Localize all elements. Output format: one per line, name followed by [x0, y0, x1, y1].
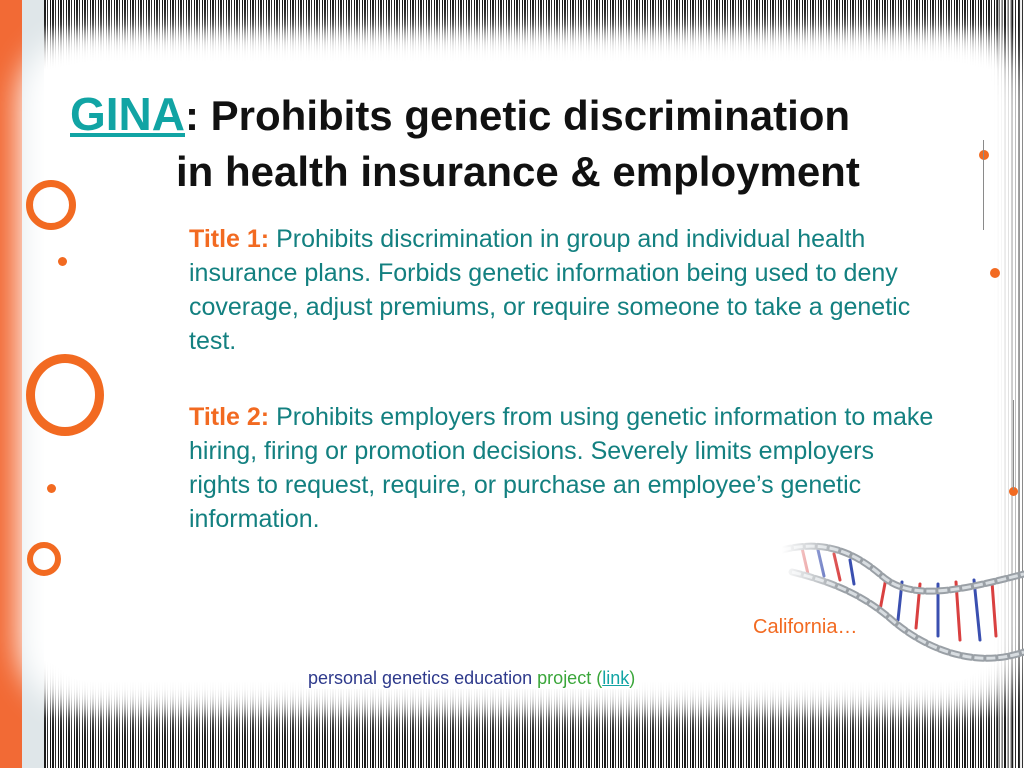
footer-text-part3: ) — [629, 668, 636, 688]
footer-text-part1: personal genetics education — [308, 668, 533, 688]
orange-ring-decoration — [26, 354, 104, 436]
dna-helix-image — [782, 520, 1024, 680]
paragraph-label: Title 2: — [189, 403, 270, 431]
paragraph-label: Title 1: — [189, 225, 270, 253]
footer-text-part2: project ( — [537, 668, 603, 688]
paragraph-text: Prohibits discrimination in group and individual health insurance plans. Forbids genetic information being used to deny coverage, adjust premiums, or require someone to take a genetic test. — [189, 225, 911, 355]
footer-credit — [304, 668, 639, 689]
orange-ring-decoration — [27, 542, 61, 576]
title-acronym-link[interactable]: GINA — [70, 88, 185, 140]
title-line2: in health insurance & employment — [176, 148, 860, 195]
slide-title — [70, 86, 990, 200]
paragraph-title-2 — [189, 400, 934, 536]
paragraph-text: Prohibits employers from using genetic information to make hiring, firing or promotion decisions. Severely limits employers rights to request, require, or purchase an employee’s genetic information. — [189, 403, 934, 533]
title-line1: : Prohibits genetic discrimination — [185, 92, 851, 139]
top-barcode-band — [44, 0, 1024, 70]
orange-dot-decoration — [47, 484, 56, 493]
orange-ring-decoration — [26, 180, 76, 230]
footer-link[interactable]: link — [602, 668, 630, 688]
orange-dot-decoration — [58, 257, 67, 266]
vertical-divider-line — [1013, 400, 1014, 490]
orange-dot-decoration — [990, 268, 1000, 278]
california-link[interactable]: California… — [753, 616, 858, 638]
left-orange-stripe — [0, 0, 22, 768]
paragraph-title-1 — [189, 222, 934, 358]
